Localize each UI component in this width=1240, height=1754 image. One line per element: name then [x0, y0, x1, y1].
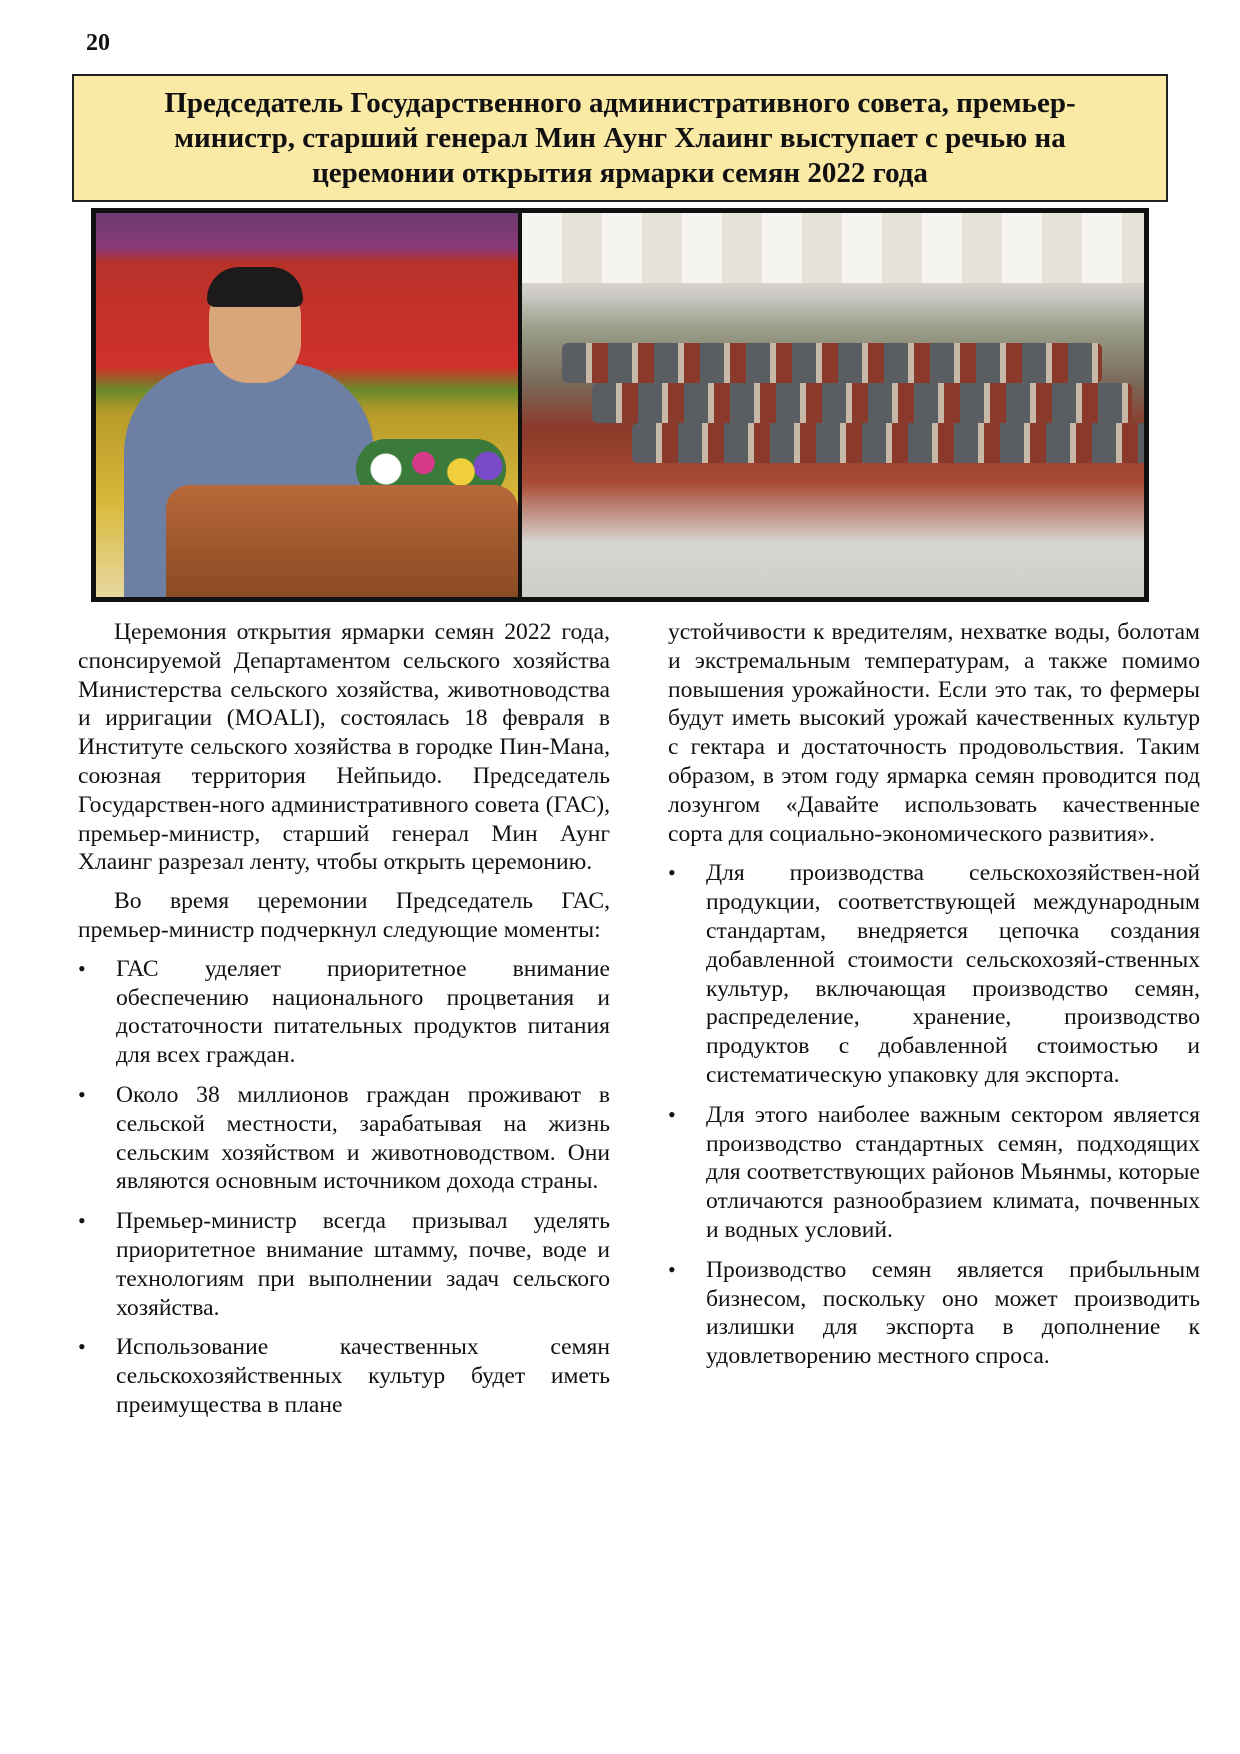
- list-item: • ГАС уделяет приоритетное внимание обеспечению национального процветания и достаточности питательных продуктов питания для всех граждан.: [78, 955, 610, 1070]
- page-number: 20: [86, 30, 110, 56]
- list-item: • Для производства сельскохозяйствен-ной продукции, соответствующей международным стандартам, внедряется цепочка создания добавленной стоимости сельскохозяй-ственных культур, включающая производство семян, распределение, хранение, производство продуктов с добавленной стоимостью и систематическую упаковку для экспорта.: [668, 859, 1200, 1089]
- audience-row: [562, 343, 1102, 383]
- tent-canopy: [522, 213, 1144, 283]
- body-paragraph: Во время церемонии Председатель ГАС, премьер-министр подчеркнул следующие моменты:: [78, 888, 610, 943]
- body-paragraph: Церемония открытия ярмарки семян 2022 года, спонсируемой Департаментом сельского хозяйства Министерства сельского хозяйства, животноводства и ирригации (MOALI), состоялась 18 февраля в Институте сельского хозяйства в городке Пин-Мана, союзная территория Нейпьидо. Председатель Государствен-ного административного совета (ГАС), премьер-министр, старший генерал Мин Аунг Хлаинг разрезал ленту, чтобы открыть церемонию.: [78, 619, 610, 876]
- bullet-list: [668, 618, 1200, 1371]
- headline: Председатель Государственного административного совета, премьер-министр, старший генерал Мин Аунг Хлаинг выступает с речью на церемонии открытия ярмарки семян 2022 года: [164, 86, 1076, 189]
- headline-box: [72, 74, 1168, 202]
- audience-row: [632, 423, 1144, 463]
- right-column: [668, 618, 1200, 1382]
- list-item: • Использование качественных семян сельскохозяйственных культур будет иметь преимущества в плане: [78, 1333, 610, 1419]
- list-item: • Для этого наиболее важным сектором является производство стандартных семян, подходящих для соответствующих районов Мьянмы, которые отличаются разнообразием климата, почвенных и водных условий.: [668, 1101, 1200, 1245]
- speaker-photo: [96, 213, 518, 597]
- list-item: • Около 38 миллионов граждан проживают в сельской местности, зарабатывая на жизнь сельским хозяйством и животноводством. Они являются основным источником дохода страны.: [78, 1081, 610, 1196]
- left-column: [78, 618, 610, 1431]
- list-item-continuation: устойчивости к вредителям, нехватке воды, болотам и экстремальным температурам, а также помимо повышения урожайности. Если это так, то фермеры будут иметь высокий урожай качественных культур с гектара и достаточность продовольствия. Таким образом, в этом году ярмарка семян проводится под лозунгом «Давайте использовать качественные сорта для социально-экономического развития».: [668, 619, 1200, 847]
- list-item: • Премьер-министр всегда призывал уделять приоритетное внимание штамму, почве, воде и технологиям при выполнении задач сельского хозяйства.: [78, 1207, 610, 1322]
- speaker-hair: [207, 267, 303, 307]
- audience-photo: [522, 213, 1144, 597]
- photo-frame: [91, 208, 1149, 602]
- audience-row: [592, 383, 1132, 423]
- podium: [166, 485, 518, 597]
- list-item: • Производство семян является прибыльным бизнесом, поскольку оно может производить излишки для экспорта в дополнение к удовлетворению местного спроса.: [668, 1256, 1200, 1371]
- bullet-list: [78, 955, 610, 1420]
